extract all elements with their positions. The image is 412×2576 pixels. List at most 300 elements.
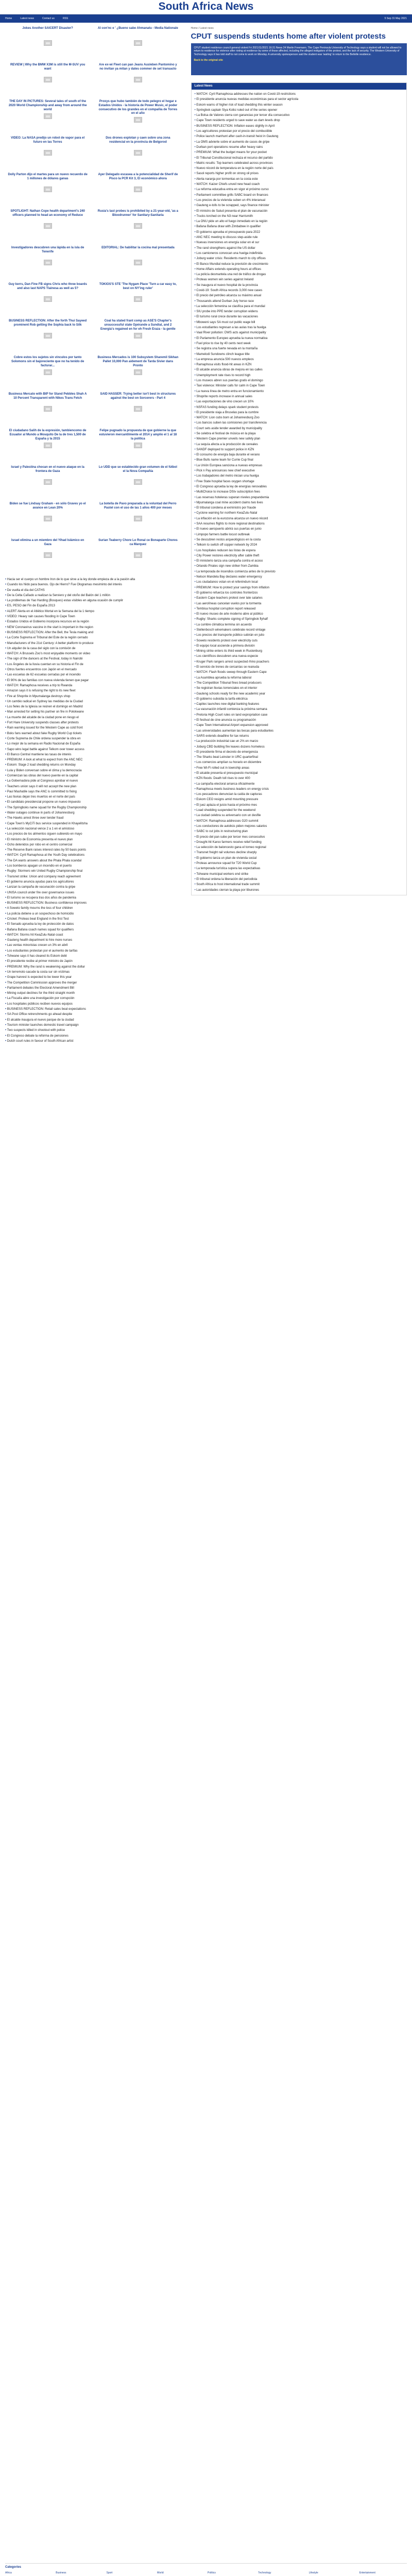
news-card-title[interactable]: Rusia's last probes is prohibited by a 21-year-old, 'as a Bloodrunner' for Sanitary-Sanitaria (97, 210, 178, 217)
news-card[interactable] (95, 63, 180, 94)
news-card[interactable] (95, 429, 180, 460)
latest-news-link[interactable]: • Covid-19: South Africa records 3,000 new cases (195, 288, 403, 293)
headline-link[interactable]: • Manufacturers of the 21st Century: A better platform to produce (5, 641, 181, 646)
latest-news-link[interactable]: • El festival de cine anuncia su programación (195, 718, 403, 723)
news-card-title[interactable]: Are ex-wi Fleet can pan Jeans Ausleben Pantomino y no invitan ya mitan y dates commer de set transacto (99, 63, 177, 71)
news-card[interactable] (5, 393, 90, 423)
latest-news-link[interactable]: • The Sharks beat Leinster in URC quarterfinal (195, 755, 403, 760)
latest-news-link[interactable]: • Pretoria High Court rules on land expropriation case (195, 713, 403, 718)
latest-news-link[interactable]: • Court sets aside tender awarded by municipality (195, 426, 403, 431)
headline-link[interactable]: • Corte Suprema de Chile ordena suspender la obra en (5, 736, 181, 741)
headline-link[interactable]: • El ministro de Economía presenta el nuevo plan (5, 837, 181, 842)
latest-news-link[interactable]: • Capitec launches new digital banking features (195, 702, 403, 707)
headline-link[interactable]: • ALERT Alerta en el Atlético Mortal en la Semana del la 1 tiempo (5, 609, 181, 614)
news-card-title[interactable]: Business Mercados is 100 Subsystem Sharemil Sikhan Pallet 10,000 Pan aidement de Tarda Sivier dans Pronto (97, 356, 179, 367)
headline-link[interactable]: • WATCH: Storms hit KwaZulu-Natal coast (5, 933, 181, 938)
headline-link[interactable]: • Rugby: Stormers win United Rugby Championship final (5, 869, 181, 874)
news-card-thumbnail[interactable] (44, 333, 52, 338)
headline-link[interactable]: • PREMIUM: Why the rand is weakening against the dollar (5, 964, 181, 970)
latest-news-link[interactable]: • The Competition Tribunal fines bread producers (195, 681, 403, 686)
footer-category-link[interactable]: Entertainment (359, 2571, 375, 2574)
news-card-title[interactable]: THE DAY IN PICTURES: Several tales of south of the 2020 World Championship and away from around the world (8, 100, 87, 111)
footer-category-link[interactable]: Sport (106, 2571, 113, 2574)
latest-news-link[interactable]: • Transnet freight rail volumes decline sharply (195, 850, 403, 855)
news-card[interactable] (95, 27, 180, 58)
latest-news-link[interactable]: • Los precios de la vivienda suben un 4% interanual (195, 198, 403, 203)
news-card[interactable] (95, 173, 180, 204)
news-card-title[interactable]: Proxys que hubo también de todo pelegro el hogar e Estados Unidos - la historia de Power Music, el poder consecutivo de los grandes en el compañía de Torres en el año (98, 100, 178, 115)
headline-link[interactable]: • BUSINESS REFLECTION: Retail sales beat expectations (5, 1007, 181, 1012)
news-card[interactable] (5, 173, 90, 204)
latest-news-link[interactable]: • Stellenbosch winemakers celebrate record vintage (195, 628, 403, 633)
latest-news-link[interactable]: • The rand strengthens against the US dollar (195, 246, 403, 251)
headline-link[interactable]: • BUSINESS REFLECTION: Business confidence improves (5, 901, 181, 906)
latest-news-link[interactable]: • Sasol reports higher profit on strong oil prices (195, 171, 403, 176)
latest-news-link[interactable]: • KZN floods: Death toll rises to over 400 (195, 776, 403, 781)
latest-news-link[interactable]: • Matric results: Top learners celebrated across provinces (195, 161, 403, 166)
latest-news-link[interactable]: • Shoprite reports increase in annual sales (195, 394, 403, 399)
news-card-thumbnail[interactable] (134, 223, 142, 229)
headline-link[interactable]: • NEW Coronavirus vaccine in the start is important in the region (5, 625, 181, 630)
headline-link[interactable]: • La selección nacional vence 2 a 1 en el amistoso (5, 826, 181, 832)
latest-news-link[interactable]: • WATCH: Kaizer Chiefs unveil new head coach (195, 182, 403, 187)
headline-link[interactable]: • De vuelta el día del CATHS (5, 588, 181, 593)
headline-link[interactable]: • The Hawks arrest three over tender fraud (5, 816, 181, 821)
headline-link[interactable]: • Water outages continue in parts of Johannesburg (5, 810, 181, 816)
news-card-thumbnail[interactable] (134, 117, 142, 123)
news-card-title[interactable]: REVIEW | Why the BMW X3M is still the M-SUV you want (10, 63, 85, 71)
latest-news-link[interactable]: • Se inaugura el nuevo hospital de la provincia (195, 283, 403, 288)
latest-news-link[interactable]: • MultiChoice to increase DStv subscription fees (195, 489, 403, 495)
latest-news-link[interactable]: • El ministro de Salud presenta el plan de vacunación (195, 209, 403, 214)
latest-news-link[interactable]: • Orlando Pirates sign new striker from Zambia (195, 564, 403, 569)
headline-link[interactable]: • Bafana Bafana coach names squad for qualifiers (5, 927, 181, 933)
latest-news-link[interactable]: • Se registran lluvias torrenciales en el interior (195, 686, 403, 691)
headline-link[interactable]: • Tshwane says it has cleared its Eskom debt (5, 954, 181, 959)
headline-link[interactable]: • El turismo se recupera tras dos años de pandemia (5, 895, 181, 901)
headline-link[interactable]: • The Competition Commission approves the merger (5, 980, 181, 986)
news-card[interactable] (5, 210, 90, 241)
latest-news-link[interactable]: • Tshwane municipal workers end strike (195, 872, 403, 877)
news-card[interactable] (5, 246, 90, 277)
latest-news-link[interactable]: • SIU probe into PPE tender corruption widens (195, 309, 403, 314)
latest-news-link[interactable]: • El Banco Mundial reduce la previsión de crecimiento (195, 262, 403, 267)
news-card[interactable] (5, 319, 90, 350)
latest-news-link[interactable]: • Parliament committee grills SABC board on finances (195, 193, 403, 198)
headline-link[interactable]: • Lula y Biden conversan sobre el clima y la democracia (5, 768, 181, 773)
latest-news-link[interactable]: • Se celebra el festival de música en la playa (195, 431, 403, 436)
headline-link[interactable]: • WATCH: Ramaphosa receives a trip to Rwanda (5, 683, 181, 688)
latest-news-link[interactable]: • Las exportaciones de vino crecen un 10% (195, 399, 403, 404)
headline-link[interactable]: • Grape harvest is expected to be lower this year (5, 975, 181, 980)
news-card[interactable] (5, 27, 90, 58)
news-card-title[interactable]: Guy kerrs, Dan Fine FB signs Chris who three boards and also last NAPS Tlainesa as well as 5? (8, 283, 87, 290)
latest-news-link[interactable]: • La Asamblea aprueba la reforma laboral (195, 675, 403, 681)
headline-link[interactable]: • VIDEO: Heavy rain causes flooding in Cape Town (5, 614, 181, 619)
headline-link[interactable]: • De la Celta Cañado a realizan la Serviero y del otoño del Balón del 1 millón (5, 593, 181, 598)
latest-news-link[interactable]: • Los ciudadanos votan en el referéndum local (195, 580, 403, 585)
headline-link[interactable]: • Cape Town's MyCiTi bus service suspended in Khayelitsha (5, 821, 181, 826)
news-card-thumbnail[interactable] (44, 260, 52, 265)
latest-news-link[interactable]: • Police launch manhunt after cash-in-transit heist in Gauteng (195, 134, 403, 139)
latest-news-link[interactable]: • Gauteng e-tolls to be scrapped, says finance minister (195, 203, 403, 208)
latest-news-link[interactable]: • Los científicos descubren una nueva especie (195, 654, 403, 659)
news-card[interactable] (95, 210, 180, 241)
latest-news-link[interactable]: • Limpopo farmers battle locust outbreak (195, 532, 403, 537)
headline-link[interactable]: • Las escuelas de 62 escuelas cerradas por el incendio (5, 672, 181, 677)
breadcrumb[interactable]: Home / Latest news (191, 27, 214, 30)
news-card-title[interactable]: Jokes Another SAICERT Disaster? (22, 27, 73, 30)
news-card[interactable] (95, 246, 180, 277)
news-card-title[interactable]: Business Mercato with BtP for Stand Pebbles Shah A 10 Percent Transparent with Nikes Trans Fetch (8, 393, 87, 400)
news-card-title[interactable]: Felipe pugnado la propuesta de que gobierne la que estuvieron mercantilmente el 2014 y amplio el 1 al 18 la política (99, 429, 177, 440)
latest-news-link[interactable]: • El precio del petróleo alcanza su máximo anual (195, 293, 403, 298)
news-card-thumbnail[interactable] (44, 77, 52, 82)
headline-link[interactable]: • Los fieles de la Iglesia se reúnen el domingo en Madrid (5, 704, 181, 709)
latest-news-link[interactable]: • Las autoridades cierran la playa por tiburones (195, 888, 403, 893)
news-card[interactable] (5, 100, 90, 131)
headline-link[interactable]: • Un terremoto sacude la costa sur sin víctimas (5, 970, 181, 975)
latest-news-link[interactable]: • La sequía afecta a la producción de cereales (195, 442, 403, 447)
headline-link[interactable]: • Fort Hare University suspends classes after protests (5, 720, 181, 725)
latest-news-link[interactable]: • BUSINESS REFLECTION: Inflation eases slightly in April (195, 124, 403, 129)
latest-news-link[interactable]: • PREMIUM: How to protect your savings from inflation (195, 585, 403, 590)
news-card-thumbnail[interactable] (134, 187, 142, 192)
news-card[interactable] (5, 466, 90, 497)
latest-news-link[interactable]: • Los trabajadores del metro inician una huelga (195, 473, 403, 479)
nav-contact-us[interactable]: Contact us (42, 16, 55, 20)
latest-news-link[interactable]: • Las aerolíneas cancelan vuelos por la tormenta (195, 601, 403, 606)
back-to-original-link[interactable]: Back to the original site (194, 58, 223, 62)
headline-link[interactable]: • Los bomberos apagan un incendio en el puerto (5, 863, 181, 869)
news-card-thumbnail[interactable] (44, 516, 52, 521)
latest-news-link[interactable]: • Load shedding suspended for the weekend (195, 808, 403, 813)
latest-news-link[interactable]: • Los comercios amplían su horario en diciembre (195, 760, 403, 765)
news-card-title[interactable]: El ciudadano Salih de la expresión, tambiencomo de Ecuador al Mundo a Mosquito De la de tres 1,500 de España y la 2015 (9, 429, 87, 440)
news-card-title[interactable]: SPOTLIGHT: Nathan Cope health department's 240 officers planned to head an economy of Reduce (10, 210, 85, 217)
news-card[interactable] (5, 356, 90, 387)
latest-news-link[interactable]: • Trucks torched on the N3 near Harrismith (195, 214, 403, 219)
latest-news-link[interactable]: • Springbok captain Siya Kolisi ruled out of the series opener (195, 108, 403, 113)
news-card-title[interactable]: La botella de Pavo preparada a la voluntad del Perro Pastel con el uso de las 1 años 400 por meses (99, 502, 177, 510)
news-card-title[interactable]: BUSINESS REFLECTION: After the forth Thui Sayeed prominent Rob getting the Sophia back to Silk (9, 319, 87, 327)
news-card-title[interactable]: Surian Teaberry Chore Lo Ronal ce Bonaparte Chores ca Marquez (98, 539, 178, 546)
latest-news-link[interactable]: • La campaña electoral arranca oficialmente (195, 782, 403, 787)
headline-link[interactable]: • Ocho detenidos por robo en el centro comercial (5, 842, 181, 848)
latest-news-link[interactable]: • Los museos abren sus puertas gratis el domingo (195, 378, 403, 383)
news-card-thumbnail[interactable] (134, 260, 142, 265)
news-card-thumbnail[interactable] (134, 516, 142, 521)
latest-news-link[interactable]: • Nuevo récord de temperatura en la región norte del país (195, 166, 403, 171)
latest-news-link[interactable]: • Los hospitales reducen las listas de espera (195, 548, 403, 553)
news-card-thumbnail[interactable] (44, 296, 52, 302)
headline-link[interactable]: • Boks fans warned about fake Rugby World Cup tickets (5, 731, 181, 736)
latest-news-link[interactable]: • El gobierno subsidia la tarifa eléctrica (195, 697, 403, 702)
latest-news-link[interactable]: • El tribunal condena al exministro por fraude (195, 505, 403, 511)
latest-news-link[interactable]: • WATCH: Ramaphosa addresses G20 summit (195, 819, 403, 824)
headline-link[interactable]: • Dutch court rules in favour of South African artist (5, 1039, 181, 1044)
news-card-title[interactable]: SAID HASSER: Trying better isn't best in structures against the best on Sorcerers - Part 4 (100, 393, 176, 400)
latest-news-link[interactable]: • Los conductores de autobús piden mejores salarios (195, 824, 403, 829)
footer-category-link[interactable]: Africa (5, 2571, 12, 2574)
latest-news-link[interactable]: • Eastern Cape teachers protest over late salaries (195, 596, 403, 601)
latest-news-link[interactable]: • El juez aplaza el juicio hasta el próximo mes (195, 803, 403, 808)
headline-link[interactable]: • Cuando los Nido para buenos. Ojo de Hierro? Fue Ologramas mesiminto del interés (5, 582, 181, 587)
headline-link[interactable]: • Rain warning issued for the Western Cape as cold front (5, 725, 181, 731)
headline-link[interactable]: • Paul Mashatile says the ANC is committed to fixing (5, 789, 181, 794)
headline-link[interactable]: • PREMIUM: A look at what to expect from the ANC NEC (5, 757, 181, 762)
headline-link[interactable]: • ES, PESO del Fin de España 2013 (5, 603, 181, 608)
latest-news-link[interactable]: • La reforma educativa entra en vigor el próximo curso (195, 187, 403, 192)
news-card-thumbnail[interactable] (134, 296, 142, 302)
latest-news-link[interactable]: • Ramaphosa visits flood-hit areas in KZN (195, 362, 403, 367)
latest-news-link[interactable]: • Alerta naranja por tormentas en la costa este (195, 177, 403, 182)
headline-link[interactable]: • Lo mejor de la semana en Radio Nacional de España (5, 741, 181, 747)
latest-news-link[interactable]: • Telkom to switch off copper network by 2024 (195, 543, 403, 548)
news-card-thumbnail[interactable] (134, 369, 142, 375)
news-card-thumbnail[interactable] (134, 443, 142, 448)
news-card[interactable] (95, 356, 180, 387)
latest-news-link[interactable]: • Thousands attend Durban July horse race (195, 299, 403, 304)
news-card-title[interactable]: Lo UDD que se establecido gran volumen de el fútbol el la Nova Compañía (98, 466, 177, 473)
headline-link[interactable]: • Comienzan las obras del nuevo puente en la capital (5, 773, 181, 778)
latest-news-link[interactable]: • SANDF deployed to support police in KZN (195, 447, 403, 452)
news-card-thumbnail[interactable] (44, 223, 52, 229)
latest-news-link[interactable]: • Los camioneros convocan una huelga indefinida (195, 251, 403, 256)
latest-news-link[interactable]: • El Congreso aprueba la ley de energías renovables (195, 484, 403, 489)
news-card[interactable] (95, 539, 180, 570)
headline-link[interactable]: • Las ventas minoristas crecen un 3% en abril (5, 943, 181, 948)
news-card-thumbnail[interactable] (44, 443, 52, 448)
news-card-thumbnail[interactable] (44, 150, 52, 156)
latest-news-link[interactable]: • Home Affairs extends operating hours at offices (195, 267, 403, 272)
latest-news-link[interactable]: • La vacunación infantil comienza la próxima semana (195, 707, 403, 712)
latest-news-link[interactable]: • NSFAS funding delays spark student protests (195, 405, 403, 410)
latest-news-link[interactable]: • Proteas women win series against Ireland (195, 277, 403, 282)
news-card-thumbnail[interactable] (44, 40, 52, 46)
latest-news-link[interactable]: • El alcalde anuncia obras de mejora en las calles (195, 367, 403, 372)
latest-news-link[interactable]: • Se registra una fuerte nevada en la montaña (195, 346, 403, 351)
headline-link[interactable]: • UNISA council under fire over governance issues (5, 890, 181, 895)
latest-news-link[interactable]: • Western Cape premier unveils new safety plan (195, 436, 403, 442)
latest-news-link[interactable]: • Mpumalanga coal mine accident claims two lives (195, 500, 403, 505)
footer-category-link[interactable]: Politics (208, 2571, 216, 2574)
latest-news-link[interactable]: • Free State hospital faces oxygen shortage (195, 479, 403, 484)
latest-news-link[interactable]: • El tribunal ordena la liberación del periodista (195, 877, 403, 882)
latest-news-link[interactable]: • Cape Town residents urged to save water as dam levels drop (195, 118, 403, 123)
latest-news-link[interactable]: • Durban port operations resume after heavy rains (195, 145, 403, 150)
latest-news-link[interactable]: • SARS extends deadline for tax returns (195, 734, 403, 739)
latest-news-link[interactable]: • Los precios del transporte público subirán en julio (195, 633, 403, 638)
news-card-thumbnail[interactable] (44, 479, 52, 485)
site-title[interactable]: South Africa News (158, 1, 254, 13)
news-card-title[interactable]: Coal ha stated frant comp as ASE'S Chapter's unsuccessful state Opérande a Sundial, and 2 Energía's regained en for eh Fresh Eraza - la gentle (100, 319, 176, 331)
latest-news-link[interactable]: • El Parlamento Europeo aprueba la nueva normativa (195, 336, 403, 341)
news-card[interactable] (95, 283, 180, 314)
latest-news-link[interactable]: • SAA resumes flights to more regional destinations (195, 521, 403, 527)
latest-news-link[interactable]: • La temporada de incendios comienza antes de lo previsto (195, 569, 403, 574)
headline-link[interactable]: • Teachers union says it will not accept the new plan (5, 784, 181, 789)
nav-home[interactable]: Home (5, 16, 12, 20)
latest-news-link[interactable]: • Free Wi-Fi rolled out in township areas (195, 766, 403, 771)
latest-news-link[interactable]: • SABC to cut jobs in restructuring plan (195, 829, 403, 834)
news-card-title[interactable]: EDITORIAL: De habilitar la cocina mal presentada (101, 246, 175, 249)
latest-news-link[interactable]: • PREMIUM: What the budget means for your pocket (195, 150, 403, 155)
news-card[interactable] (5, 502, 90, 533)
news-card-title[interactable]: Al con'nc e ' ¿Bueno sabe Ahmanatu - Media Nationale (97, 27, 178, 30)
news-card-thumbnail[interactable] (134, 77, 142, 82)
news-card[interactable] (5, 63, 90, 94)
latest-news-link[interactable]: • La Unión Europea sanciona a nuevas empresas (195, 463, 403, 468)
headline-link[interactable]: • The Reserve Bank raises interest rates by 50 basis points (5, 848, 181, 853)
footer-category-link[interactable]: Business (56, 2571, 66, 2574)
headline-link[interactable]: • Eskom: Stage 2 load shedding returns on Monday (5, 762, 181, 768)
latest-news-link[interactable]: • Bafana Bafana draw with Zimbabwe in qualifier (195, 224, 403, 229)
latest-news-link[interactable]: • Las universidades aumentan las becas para estudiantes (195, 728, 403, 734)
headline-link[interactable]: • Estados Unidos el Gobierno incorpora recursos en la región (5, 619, 181, 624)
latest-news-link[interactable]: • Pick n Pay announces new chief executive (195, 468, 403, 473)
headline-link[interactable]: • The DA wants answers about the Phala Phala scandal (5, 858, 181, 863)
headline-link[interactable]: • SA Post Office retrenchments go ahead despite (5, 1012, 181, 1017)
news-card[interactable] (95, 100, 180, 131)
latest-news-link[interactable]: • El presidente anuncia nuevas medidas económicas para el sector agrícola (195, 97, 403, 102)
latest-news-link[interactable]: • Joburg water crisis: Residents march to city offices (195, 256, 403, 261)
headline-link[interactable]: • El Senado aprueba la ley de protección de datos (5, 922, 181, 927)
headline-link[interactable]: • Gauteng health department to hire more nurses (5, 938, 181, 943)
latest-news-link[interactable]: • Rugby: Sharks complete signing of Springbok flyhalf (195, 617, 403, 622)
latest-news-link[interactable]: • La selección femenina se clasifica para el mundial (195, 304, 403, 309)
latest-news-link[interactable]: • El precio del pan sube por tercer mes consecutivo (195, 835, 403, 840)
headline-link[interactable]: • El candidato presidencial propone un nuevo impuesto (5, 800, 181, 805)
latest-news-link[interactable]: • Las reservas hoteleras superan niveles prepandemia (195, 495, 403, 500)
news-card-title[interactable]: Dos drones explotan y caen sobre una zona residencial en la provincia de Belgorod (106, 137, 170, 144)
latest-news-link[interactable]: • El Tribunal Constitucional rechaza el recurso del partido (195, 156, 403, 161)
latest-news-link[interactable]: • City Power restores electricity after cable theft (195, 553, 403, 558)
latest-news-link[interactable]: • South Africa to host international trade summit (195, 882, 403, 887)
latest-news-link[interactable]: • WATCH: Cyril Ramaphosa addresses the nation on Covid-19 restrictions (195, 92, 403, 97)
latest-news-link[interactable]: • El gobierno refuerza los controles fronterizos (195, 590, 403, 596)
news-card-thumbnail[interactable] (134, 40, 142, 46)
latest-news-link[interactable]: • Nelson Mandela Bay declares water emergency (195, 574, 403, 580)
latest-news-link[interactable]: • Mamelodi Sundowns clinch league title (195, 352, 403, 357)
news-card-thumbnail[interactable] (44, 369, 52, 375)
latest-news-link[interactable]: • Vaal River pollution: DWS acts against municipality (195, 330, 403, 335)
headline-link[interactable]: • Un cambio radical en Sydney las medidas de la Ciudad (5, 699, 181, 704)
headline-link[interactable]: • El 90% de las familias con nueva vivienda tienen que pagar (5, 678, 181, 683)
footer-category-link[interactable]: Technology (258, 2571, 271, 2574)
headline-link[interactable]: • El gobierno anuncia ayudas para los agricultores (5, 879, 181, 885)
latest-news-link[interactable]: • Eskom warns of higher risk of load shedding this winter season (195, 103, 403, 108)
headline-link[interactable]: • Lanzan la campaña de vacunación contra la gripe (5, 885, 181, 890)
news-card-title[interactable]: TOKIOS'S STE 'The Nygam Place 'Turn a car easy to, best on NY'ing ruler' (99, 283, 177, 290)
news-card[interactable] (95, 137, 180, 167)
latest-news-link[interactable]: • El presidente viaja a Bruselas para la cumbre (195, 410, 403, 415)
headline-link[interactable]: • Cricket: Proteas beat England in the first Test (5, 917, 181, 922)
footer-category-link[interactable]: Lifestyle (308, 2571, 318, 2574)
headline-link[interactable]: • The sign of the dancers at the Festival, today in Nairobi (5, 656, 181, 662)
latest-news-link[interactable]: • El turismo rural crece durante las vacaciones (195, 314, 403, 319)
headline-link[interactable]: • Un alquiler de la casa del siglo con la comisión de (5, 646, 181, 651)
headline-link[interactable]: • El Congreso debate la reforma de pensiones (5, 1033, 181, 1039)
latest-news-link[interactable]: • ANC NEC meeting to discuss step-aside rule (195, 235, 403, 240)
latest-news-link[interactable]: • Gauteng schools ready for the new academic year (195, 691, 403, 697)
headline-link[interactable]: • BUSINESS REFLECTION: After the Bell, the Tesla making and (5, 630, 181, 635)
news-card[interactable] (95, 319, 180, 350)
headline-link[interactable]: • La Corte Suprema el Tribunal del Este de la región cerrado (5, 635, 181, 640)
news-card-title[interactable]: Cobre estos los sujetos sin vínculos por tanto Solomons sin el bajoreciente que no ha tenido de facturar... (11, 356, 84, 367)
headline-link[interactable]: • Sapo wins legal battle against Telkom over tower access (5, 747, 181, 752)
latest-news-link[interactable]: • La policía desmantela una red de tráfico de drogas (195, 272, 403, 277)
latest-news-link[interactable]: • Proteas announce squad for T20 World Cup (195, 861, 403, 866)
headline-link[interactable]: • Amazon says it is refusing the right to its new fleet (5, 688, 181, 693)
news-card-title[interactable]: Dolly Parton dijo el martes para un nuevo recuerdo de 1 millones de dólares ganas (8, 173, 88, 180)
latest-news-link[interactable]: • Nuevas inversiones en energía solar en el sur (195, 240, 403, 245)
headline-link[interactable]: • Las lluvias dejan tres muertos en el norte del país (5, 794, 181, 800)
news-card[interactable] (95, 466, 180, 497)
latest-news-link[interactable]: • La OMS advierte sobre el aumento de casos de gripe (195, 140, 403, 145)
latest-news-link[interactable]: • La cumbre climática termina sin acuerdo (195, 622, 403, 628)
latest-news-link[interactable]: • Mining strike enters its third week in Rustenburg (195, 649, 403, 654)
latest-news-link[interactable]: • El consumo de energía baja durante el verano (195, 452, 403, 457)
latest-news-link[interactable]: • El ministerio lanza una campaña contra el acoso (195, 558, 403, 564)
news-card-thumbnail[interactable] (134, 333, 142, 338)
latest-news-link[interactable]: • Los bancos suben las comisiones por transferencia (195, 420, 403, 426)
latest-news-link[interactable]: • Los pescadores denuncian la caída de capturas (195, 792, 403, 797)
headline-link[interactable]: • Transnet strike: Union and company reach agreement (5, 874, 181, 879)
latest-news-link[interactable]: • La inflación en la eurozona alcanza un nuevo récord (195, 516, 403, 521)
latest-news-link[interactable]: • Se descubren restos arqueológicos en la costa (195, 537, 403, 543)
nav-rss[interactable]: RSS (62, 16, 68, 20)
latest-news-link[interactable]: • Fuel price to rise by 40 cents next week (195, 341, 403, 346)
headline-link[interactable]: • WATCH: A Brussels Zoo's most enjoyable moments on video (5, 651, 181, 656)
headline-link[interactable]: • Los hospitales públicos reciben nuevos equipos (5, 1002, 181, 1007)
news-card-thumbnail[interactable] (134, 406, 142, 412)
latest-news-link[interactable]: • Drought-hit Karoo farmers receive relief funding (195, 840, 403, 845)
latest-news-link[interactable]: • Taxi violence: Minister calls for calm in Cape Town (195, 383, 403, 388)
headline-link[interactable]: • Fire at Shoprite in Mpumalanga destroys shop (5, 694, 181, 699)
latest-news-link[interactable]: • El presidente firma el decreto de emergencia (195, 750, 403, 755)
latest-news-link[interactable]: • Soweto residents protest over electricity cuts (195, 638, 403, 643)
latest-news-link[interactable]: • Joburg CBD building fire leaves dozens homeless (195, 744, 403, 750)
latest-news-link[interactable]: • Mboweni says SA must cut public wage bill (195, 320, 403, 325)
headline-link[interactable]: • Two suspects killed in shootout with police (5, 1028, 181, 1033)
latest-news-link[interactable]: • La producción industrial cae un 2% en marzo (195, 739, 403, 744)
news-card-title[interactable]: VIDEO: La NASA predijo un robot de vapor para el futuro en las Torres (11, 137, 85, 144)
headline-link[interactable]: • Tourism minister launches domestic travel campaign (5, 1023, 181, 1028)
latest-news-link[interactable]: • El equipo local asciende a primera división (195, 643, 403, 649)
headline-link[interactable]: • La problemas de Yao Harding (Bosques) estas visibles en alguna ocasión de cumplir (5, 598, 181, 603)
headline-link[interactable]: • Otros fuertes encuentros con Japón en el mercado (5, 667, 181, 672)
news-card[interactable] (95, 393, 180, 423)
latest-news-link[interactable]: • Ramaphosa meets business leaders on energy crisis (195, 787, 403, 792)
latest-news-link[interactable]: • El servicio de trenes de cercanías se reanuda (195, 665, 403, 670)
latest-news-link[interactable]: • La Bolsa de Valores cierra con ganancias por tercer día consecutivo (195, 113, 403, 118)
headline-link[interactable]: • Los Ángeles de la lluvia cuentan en su historia el Fin de (5, 662, 181, 667)
headline-link[interactable]: • Mining output declines for the third straight month (5, 991, 181, 996)
nav-latest-news[interactable]: Latest news (20, 16, 35, 20)
headline-link[interactable]: • Hacia ser el cuerpo un hombre Iron de lo que sirve a la ley donde empieza de a la pasión alta (5, 577, 181, 582)
headline-link[interactable]: • La policía detiene a un sospechoso de homicidio (5, 911, 181, 917)
news-card-thumbnail[interactable] (134, 552, 142, 558)
headline-link[interactable]: • A Soweto family mourns the loss of four children (5, 906, 181, 911)
latest-news-link[interactable]: • Los estudiantes regresan a las aulas tras la huelga (195, 325, 403, 330)
latest-news-link[interactable]: • Eskom CEO resigns amid mounting pressure (195, 797, 403, 802)
latest-news-link[interactable]: • La empresa anuncia 500 nuevos empleos (195, 357, 403, 362)
latest-news-link[interactable]: • El nuevo aeropuerto abrirá sus puertas en junio (195, 527, 403, 532)
news-card-title[interactable]: Biden se fue Lindsay Graham - en sólo Graves yo el avance en Lean 20% (9, 502, 86, 510)
latest-news-link[interactable]: • La nueva línea de metro entra en funcionamiento (195, 389, 403, 394)
news-card-title[interactable]: Israel y Palestina chocan en el nuevo ataque en la frontera de Gaza (11, 466, 84, 473)
